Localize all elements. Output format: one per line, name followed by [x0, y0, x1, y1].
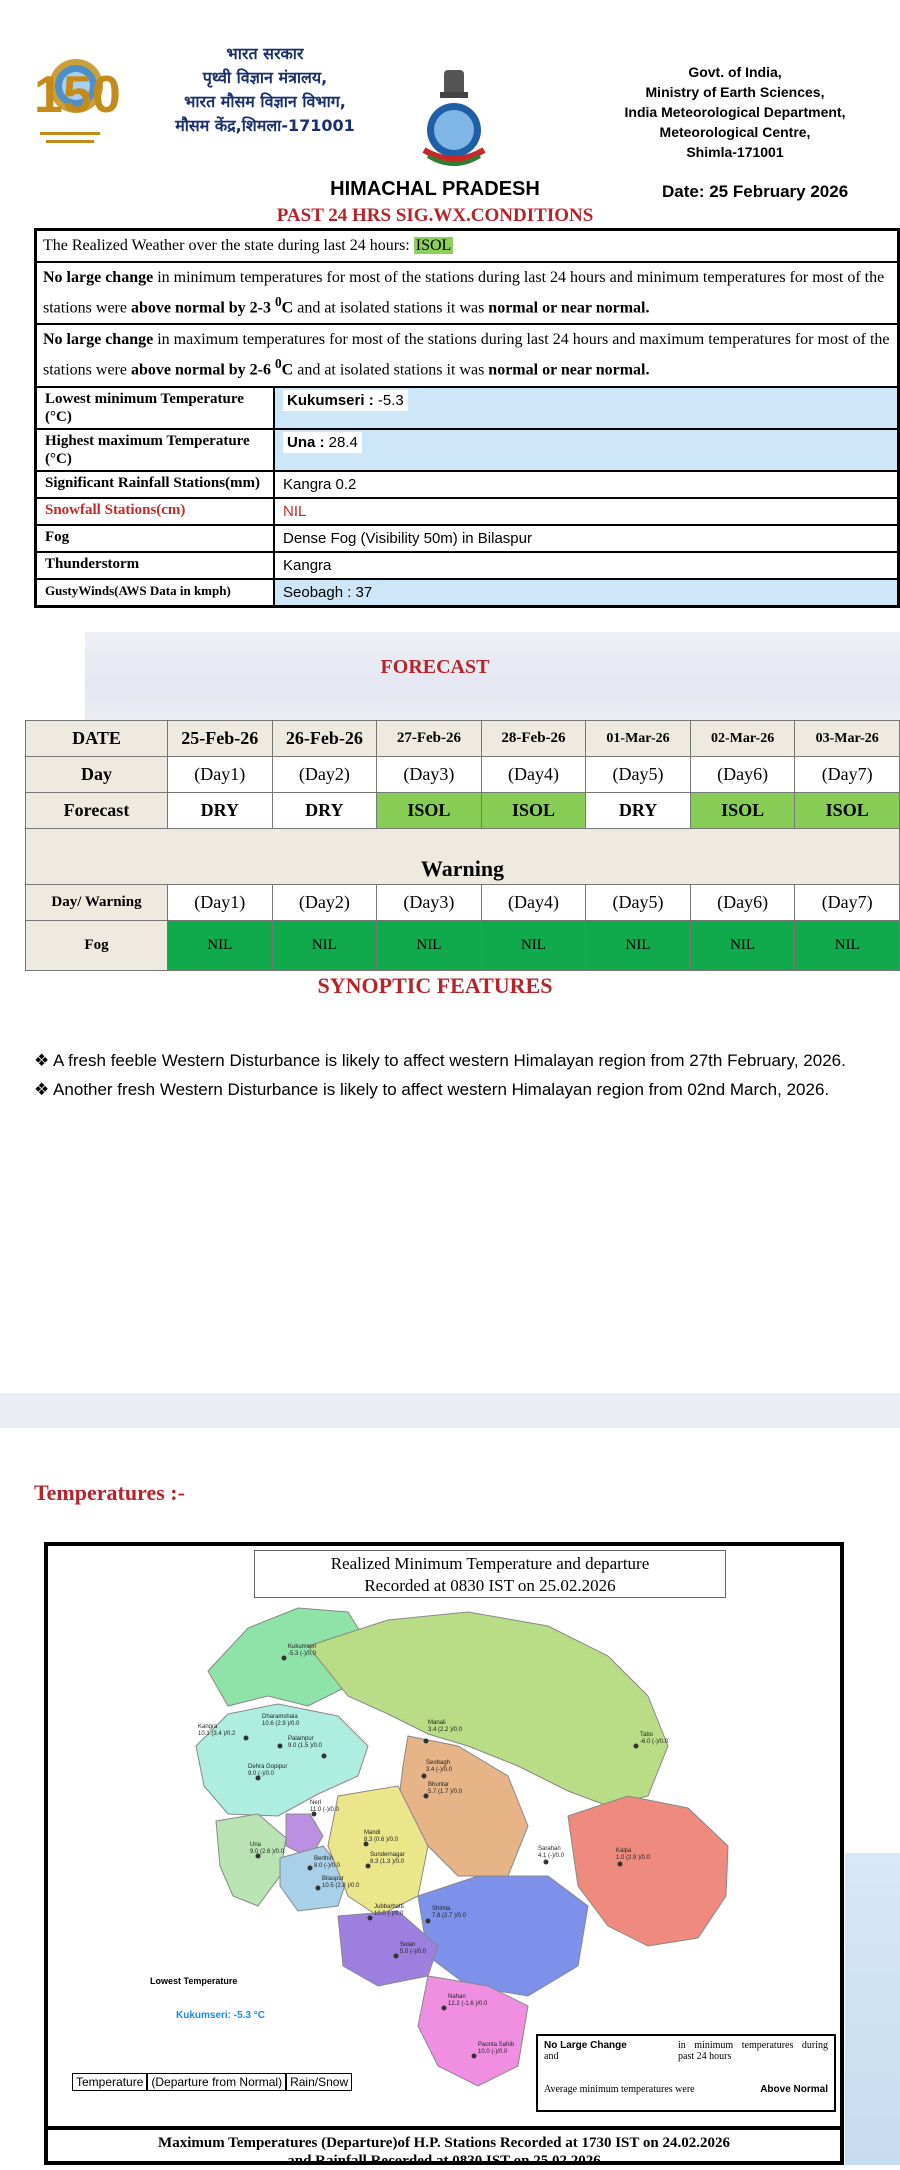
- forecast-date: 25-Feb-26: [168, 721, 273, 757]
- legend-row: [544, 2040, 828, 2062]
- station-label: Tabo: [640, 1732, 654, 1738]
- realized-weather-value: ISOL: [415, 237, 452, 254]
- station-value: 10.0 (-)/0.0: [374, 1911, 404, 1917]
- station-value: 9.0 (1.5 )/0.0: [288, 1743, 323, 1749]
- warning-day-row: [26, 885, 900, 921]
- station-dot: [634, 1744, 639, 1749]
- warning-day: (Day1): [168, 885, 273, 921]
- legend-above-normal: Above Normal: [760, 2084, 828, 2095]
- station-dot: [282, 1656, 287, 1661]
- station-value: -6.0 (-)/0.0: [640, 1739, 669, 1745]
- station-label: Sundernagar: [370, 1852, 405, 1858]
- station-dot: [422, 1774, 427, 1779]
- background-sky: [845, 1853, 900, 2165]
- lowest-temp-label: Lowest Temperature: [150, 1976, 238, 1986]
- param-value: [275, 388, 897, 428]
- synoptic-heading: SYNOPTIC FEATURES: [317, 973, 553, 998]
- fog-warning: NIL: [690, 921, 795, 971]
- param-row-rainfall: [37, 472, 897, 499]
- hindi-line: भारत सरकार: [226, 44, 304, 63]
- station-dot: [244, 1736, 249, 1741]
- param-label: Significant Rainfall Stations(mm): [37, 472, 275, 497]
- min-text-e: and at isolated stations it was: [293, 299, 489, 317]
- forecast-day: (Day2): [272, 757, 377, 793]
- synoptic-text: Another fresh Western Disturbance is likely to affect western Himalayan region from 02nd March, 2026.: [53, 1080, 830, 1099]
- significant-weather-table: [34, 228, 900, 608]
- forecast-value: ISOL: [795, 793, 900, 829]
- realized-weather-row: [37, 231, 897, 263]
- map-legend: [536, 2034, 836, 2112]
- station-dot: [368, 1916, 373, 1921]
- station-value: 10.1 (3.4 )/0.2: [198, 1731, 236, 1737]
- min-unit: C: [281, 299, 294, 317]
- page-gap: [0, 1393, 900, 1428]
- district-kinnaur: [568, 1796, 728, 1946]
- hindi-line: भारत मौसम विज्ञान विभाग,: [184, 92, 346, 111]
- lowest-temp-value: Kukumseri: -5.3 °C: [176, 2010, 266, 2021]
- station-dot: [544, 1860, 549, 1865]
- station-label: Jubbarhatti: [374, 1904, 404, 1910]
- station-value: 9.0 (2.6 )/0.0: [250, 1849, 285, 1855]
- station-dot: [394, 1954, 399, 1959]
- max-text-e: and at isolated stations it was: [293, 361, 489, 379]
- warning-day: (Day2): [272, 885, 377, 921]
- station-dot: [424, 1739, 429, 1744]
- forecast-value: DRY: [272, 793, 377, 829]
- forecast-date: 27-Feb-26: [377, 721, 482, 757]
- param-value: NIL: [283, 502, 307, 520]
- hindi-address: [140, 42, 390, 138]
- param-label: Lowest minimum Temperature (°C): [37, 388, 275, 428]
- station-value: 10.6 (2.9 )/0.0: [262, 1721, 300, 1727]
- param-value: Seobagh : 37: [275, 580, 897, 605]
- param-value: Kangra: [283, 556, 332, 574]
- param-label: Fog: [37, 526, 275, 551]
- warning-day: (Day7): [795, 885, 900, 921]
- min-degree: 0: [274, 294, 282, 309]
- row-label: Forecast: [26, 793, 168, 829]
- param-value: Kangra 0.2: [283, 475, 357, 493]
- legend-and: and: [544, 2051, 559, 2062]
- forecast-table: [25, 720, 900, 971]
- warning-day: (Day3): [377, 885, 482, 921]
- min-temp-summary: [37, 263, 897, 325]
- english-line: Ministry of Earth Sciences,: [645, 84, 825, 100]
- param-row-gusty-winds: [37, 580, 897, 605]
- station-label: Berthin: [314, 1856, 334, 1862]
- station-value: 4.1 (-)/0.0: [538, 1853, 565, 1859]
- station-dot: [442, 2006, 447, 2011]
- station-value: 12.2 (-1.6 )/0.0: [448, 2001, 488, 2007]
- station-value: 10.0 (-)/0.0: [478, 2049, 508, 2055]
- station-label: Una: [250, 1842, 262, 1848]
- param-value: Dense Fog (Visibility 50m) in Bilaspur: [283, 529, 532, 547]
- temperatures-heading: Temperatures :-: [34, 1480, 185, 1505]
- legend-row: [544, 2084, 828, 2095]
- station-value: 7.8 (2.7 )/0.0: [432, 1913, 467, 1919]
- imd-150-years-logo: [32, 46, 121, 152]
- station-dot: [426, 1919, 431, 1924]
- max-temp-summary: [37, 325, 897, 387]
- english-line: Govt. of India,: [688, 64, 782, 80]
- legend-no-change: No Large Change: [544, 2040, 627, 2051]
- param-row-lowest-min: [37, 388, 897, 430]
- station-value: 8.0 (-)/0.0: [314, 1863, 341, 1869]
- row-label: Day: [26, 757, 168, 793]
- max-temp-caption: [48, 2126, 840, 2170]
- param-row-thunderstorm: [37, 553, 897, 580]
- station-value: 1.0 (2.9 )/0.0: [616, 1855, 651, 1861]
- max-caption-line: and Rainfall Recorded at 0830 IST on 25.02.2026: [287, 2153, 601, 2169]
- station-value: 3.4 (-)/0.0: [426, 1767, 453, 1773]
- warning-heading-row: [26, 829, 900, 885]
- station-label: Solan: [400, 1942, 416, 1948]
- station-label: Palampur: [288, 1736, 314, 1742]
- legend-avg-text: Average minimum temperatures were: [544, 2084, 695, 2095]
- station-label: Nerl: [310, 1800, 322, 1806]
- station-label: Bilaspur: [322, 1876, 344, 1882]
- param-row-fog: [37, 526, 897, 553]
- station-value: 8.3 (0.6 )/0.0: [364, 1837, 399, 1843]
- station-dot: [308, 1866, 313, 1871]
- station-label: Nahan: [448, 1994, 466, 2000]
- station-value: 5.7 (1.7 )/0.0: [428, 1789, 463, 1795]
- max-near-normal: normal or near normal.: [488, 361, 650, 379]
- key-temperature: Temperature: [72, 2073, 147, 2091]
- min-no-change: No large change: [43, 269, 154, 286]
- station-dot: [316, 1886, 321, 1891]
- english-line: Shimla-171001: [686, 144, 784, 160]
- station-dot: [472, 2054, 477, 2059]
- realized-weather-text: The Realized Weather over the state during last 24 hours:: [43, 237, 410, 254]
- warning-day: (Day6): [690, 885, 795, 921]
- station-dot: [278, 1744, 283, 1749]
- fog-warning: NIL: [481, 921, 586, 971]
- row-label: Day/ Warning: [26, 885, 168, 921]
- station-value: 10.5 (2.8 )/0.0: [322, 1883, 360, 1889]
- district-shimla: [418, 1876, 588, 1996]
- warning-heading: Warning: [26, 829, 900, 885]
- forecast-value: ISOL: [690, 793, 795, 829]
- forecast-day: (Day3): [377, 757, 482, 793]
- station-label: Mandi: [364, 1830, 381, 1836]
- forecast-day-row: [26, 757, 900, 793]
- param-value: [275, 430, 897, 470]
- warning-day: (Day5): [586, 885, 691, 921]
- station-label: Manali: [428, 1720, 446, 1726]
- key-rain-snow: Rain/Snow: [286, 2073, 352, 2091]
- imd-emblem: [414, 68, 494, 170]
- forecast-date: 28-Feb-26: [481, 721, 586, 757]
- forecast-heading: FORECAST: [380, 656, 490, 678]
- min-near-normal: normal or near normal.: [488, 299, 650, 317]
- bullet-icon: ❖: [34, 1080, 50, 1099]
- station-value: 9.0 (-)/0.0: [248, 1771, 275, 1777]
- station-value: 28.4: [324, 433, 358, 451]
- station-value: 5.0 (-)/0.0: [400, 1949, 427, 1955]
- param-row-snowfall: [37, 499, 897, 526]
- param-label: GustyWinds(AWS Data in kmph): [37, 580, 275, 605]
- fog-warning: NIL: [377, 921, 482, 971]
- synoptic-item: [34, 1048, 900, 1073]
- min-above-normal: above normal by 2-3: [130, 299, 275, 317]
- district-una: [216, 1814, 286, 1906]
- param-label: Snowfall Stations(cm): [37, 499, 275, 524]
- min-temperature-map: [44, 1542, 844, 2169]
- station-label: Shimla: [432, 1906, 451, 1912]
- forecast-day: (Day7): [795, 757, 900, 793]
- station-name: Kukumseri :: [287, 391, 374, 409]
- param-label: Highest maximum Temperature (°C): [37, 430, 275, 470]
- forecast-value: DRY: [586, 793, 691, 829]
- forecast-value: ISOL: [481, 793, 586, 829]
- forecast-day: (Day1): [168, 757, 273, 793]
- max-above-normal: above normal by 2-6: [130, 361, 275, 379]
- english-line: India Meteorological Department,: [624, 104, 846, 120]
- past-24hrs-heading: PAST 24 HRS SIG.WX.CONDITIONS: [276, 205, 594, 226]
- forecast-day: (Day6): [690, 757, 795, 793]
- station-dot: [322, 1754, 327, 1759]
- forecast-value: ISOL: [377, 793, 482, 829]
- max-caption-line: Maximum Temperatures (Departure)of H.P. Stations Recorded at 1730 IST on 24.02.2026: [158, 2135, 730, 2151]
- max-degree: 0: [274, 356, 282, 372]
- bulletin-date: Date: 25 February 2026: [662, 182, 849, 201]
- legend-in-text: in minimum temperatures during past 24 hours: [678, 2040, 828, 2062]
- hindi-line: मौसम केंद्र,शिमला-171001: [175, 116, 355, 135]
- max-no-change: No large change: [43, 331, 154, 349]
- station-label: Kukumseri: [288, 1644, 317, 1650]
- station-label: Kangra: [198, 1724, 218, 1730]
- forecast-value: DRY: [168, 793, 273, 829]
- station-label: Dehra Gopipur: [248, 1764, 288, 1770]
- state-title: HIMACHAL PRADESH: [330, 178, 540, 200]
- station-value: -5.3 (-)/0.0: [288, 1651, 317, 1657]
- max-text-b: in maximum temperatures for most of the stations during last 24 hours and maximum temperatures for most of the stations were: [43, 331, 890, 379]
- station-label: Dharamshala: [262, 1714, 298, 1720]
- param-label: Thunderstorm: [37, 553, 275, 578]
- forecast-day: (Day5): [586, 757, 691, 793]
- forecast-day: (Day4): [481, 757, 586, 793]
- fog-warning: NIL: [795, 921, 900, 971]
- station-label: Bhuntar: [428, 1782, 450, 1788]
- bulletin-page-2: [0, 1428, 900, 2169]
- station-dot: [618, 1862, 623, 1867]
- min-text-b: in minimum temperatures for most of the stations during last 24 hours and minimum temperatures for most of the stations were: [43, 269, 885, 317]
- forecast-date-row: [26, 721, 900, 757]
- hindi-line: पृथ्वी विज्ञान मंत्रालय,: [202, 68, 328, 87]
- forecast-value-row: [26, 793, 900, 829]
- station-value: 8.3 (1.3 )/0.0: [370, 1859, 405, 1865]
- fog-warning: NIL: [586, 921, 691, 971]
- forecast-date: 26-Feb-26: [272, 721, 377, 757]
- station-value: 11.0 (-)/0.0: [310, 1807, 339, 1813]
- map-caption-line: Realized Minimum Temperature and departure: [330, 1554, 650, 1573]
- letterhead: [0, 18, 900, 160]
- key-departure: (Departure from Normal): [147, 2073, 286, 2091]
- row-label: DATE: [26, 721, 168, 757]
- station-label: Sarahan: [538, 1846, 561, 1852]
- synoptic-text: A fresh feeble Western Disturbance is likely to affect western Himalayan region from 27th February, 2026.: [53, 1051, 846, 1070]
- station-label: Kalpa: [616, 1848, 632, 1854]
- station-name: Una :: [287, 433, 325, 451]
- fog-warning-row: [26, 921, 900, 971]
- forecast-date: 03-Mar-26: [795, 721, 900, 757]
- max-unit: C: [281, 361, 294, 379]
- synoptic-features: [34, 1048, 900, 1106]
- map-caption-line: Recorded at 0830 IST on 25.02.2026: [364, 1576, 616, 1595]
- map-key: [72, 2073, 352, 2091]
- station-label: Paonta Sahib: [478, 2042, 515, 2048]
- synoptic-item: [34, 1077, 900, 1102]
- bullet-icon: ❖: [34, 1051, 50, 1070]
- forecast-date: 01-Mar-26: [586, 721, 691, 757]
- fog-warning: NIL: [272, 921, 377, 971]
- logo-number: 150: [34, 66, 121, 124]
- english-address: [600, 62, 870, 162]
- forecast-date: 02-Mar-26: [690, 721, 795, 757]
- station-label: Seobagh: [426, 1760, 451, 1766]
- param-row-highest-max: [37, 430, 897, 472]
- station-value: -5.3: [373, 391, 404, 409]
- station-value: 3.4 (2.2 )/0.0: [428, 1727, 463, 1733]
- english-line: Meteorological Centre,: [659, 124, 811, 140]
- warning-day: (Day4): [481, 885, 586, 921]
- fog-warning: NIL: [168, 921, 273, 971]
- row-label: Fog: [26, 921, 168, 971]
